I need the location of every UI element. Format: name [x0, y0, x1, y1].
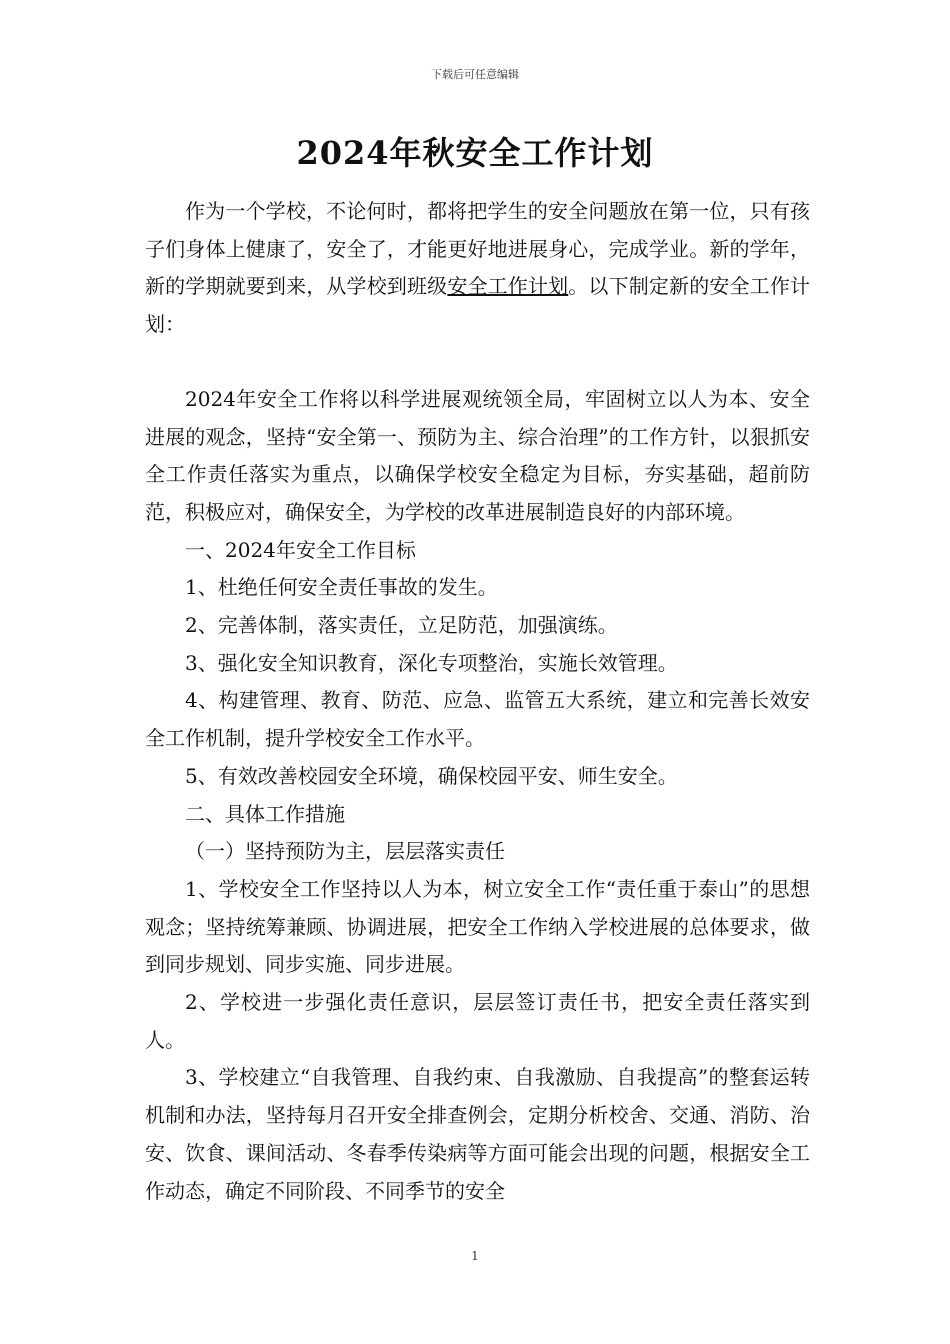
- goal-item-5: 5、有效改善校园安全环境，确保校园平安、师生安全。: [185, 763, 678, 788]
- measure-item-3: 3、学校建立“自我管理、自我约束、自我激励、自我提高”的整套运转机制和办法，坚持每月召开安全排查例会，定期分析校舍、交通、消防、治安、饮食、课间活动、冬春季传染病等方面可能会出现的问题，根据安全工作动态，确定不同阶段、不同季节的安全: [145, 1065, 810, 1203]
- measure-item-1: 1、学校安全工作坚持以人为本，树立安全工作“责任重于泰山”的思想观念；坚持统筹兼顾、协调进展，把安全工作纳入学校进展的总体要求，做到同步规划、同步实施、同步进展。: [145, 876, 810, 977]
- page-number: 1: [471, 1249, 479, 1263]
- overview-paragraph: 2024年安全工作将以科学进展观统领全局，牢固树立以人为本、安全进展的观念，坚持“安全第一、预防为主、综合治理”的工作方针，以狠抓安全工作责任落实为重点，以确保学校安全稳定为目标，夯实基础，超前防范，积极应对，确保安全，为学校的改革进展制造良好的内部环境。: [145, 386, 810, 524]
- goal-item-3: 3、强化安全知识教育，深化专项整治，实施长效管理。: [185, 650, 678, 675]
- goal-item-4: 4、构建管理、教育、防范、应急、监管五大系统，建立和完善长效安全工作机制，提升学校安全工作水平。: [145, 688, 810, 751]
- document-title: 2024年秋安全工作计划: [296, 134, 654, 172]
- intro-text-start: 作为一个学校，不论何时，都将把学生的安全问题放在第一位，只有孩子们身体上健康了，安全了，才能更好地进展身心，完成学业。新的学年，新的学期就要到来，从学校到班级: [145, 199, 810, 299]
- document-body: [145, 193, 810, 1210]
- intro-paragraph: [145, 193, 810, 344]
- subsection-heading-prevention: （一）坚持预防为主，层层落实责任: [185, 839, 505, 864]
- header-note: 下载后可任意编辑: [431, 68, 519, 81]
- goal-item-2: 2、完善体制，落实责任，立足防范，加强演练。: [185, 613, 618, 638]
- measure-item-2: 2、学校进一步强化责任意识，层层签订责任书，把安全责任落实到人。: [145, 990, 810, 1052]
- intro-text-end: 。以下制定新的安全工作计划：: [145, 274, 810, 337]
- section-heading-goals: 一、2024年安全工作目标: [185, 537, 416, 562]
- section-heading-measures: 二、具体工作措施: [185, 801, 345, 826]
- safety-plan-link[interactable]: 安全工作计划: [447, 274, 569, 299]
- goal-item-1: 1、杜绝任何安全责任事故的发生。: [185, 575, 498, 600]
